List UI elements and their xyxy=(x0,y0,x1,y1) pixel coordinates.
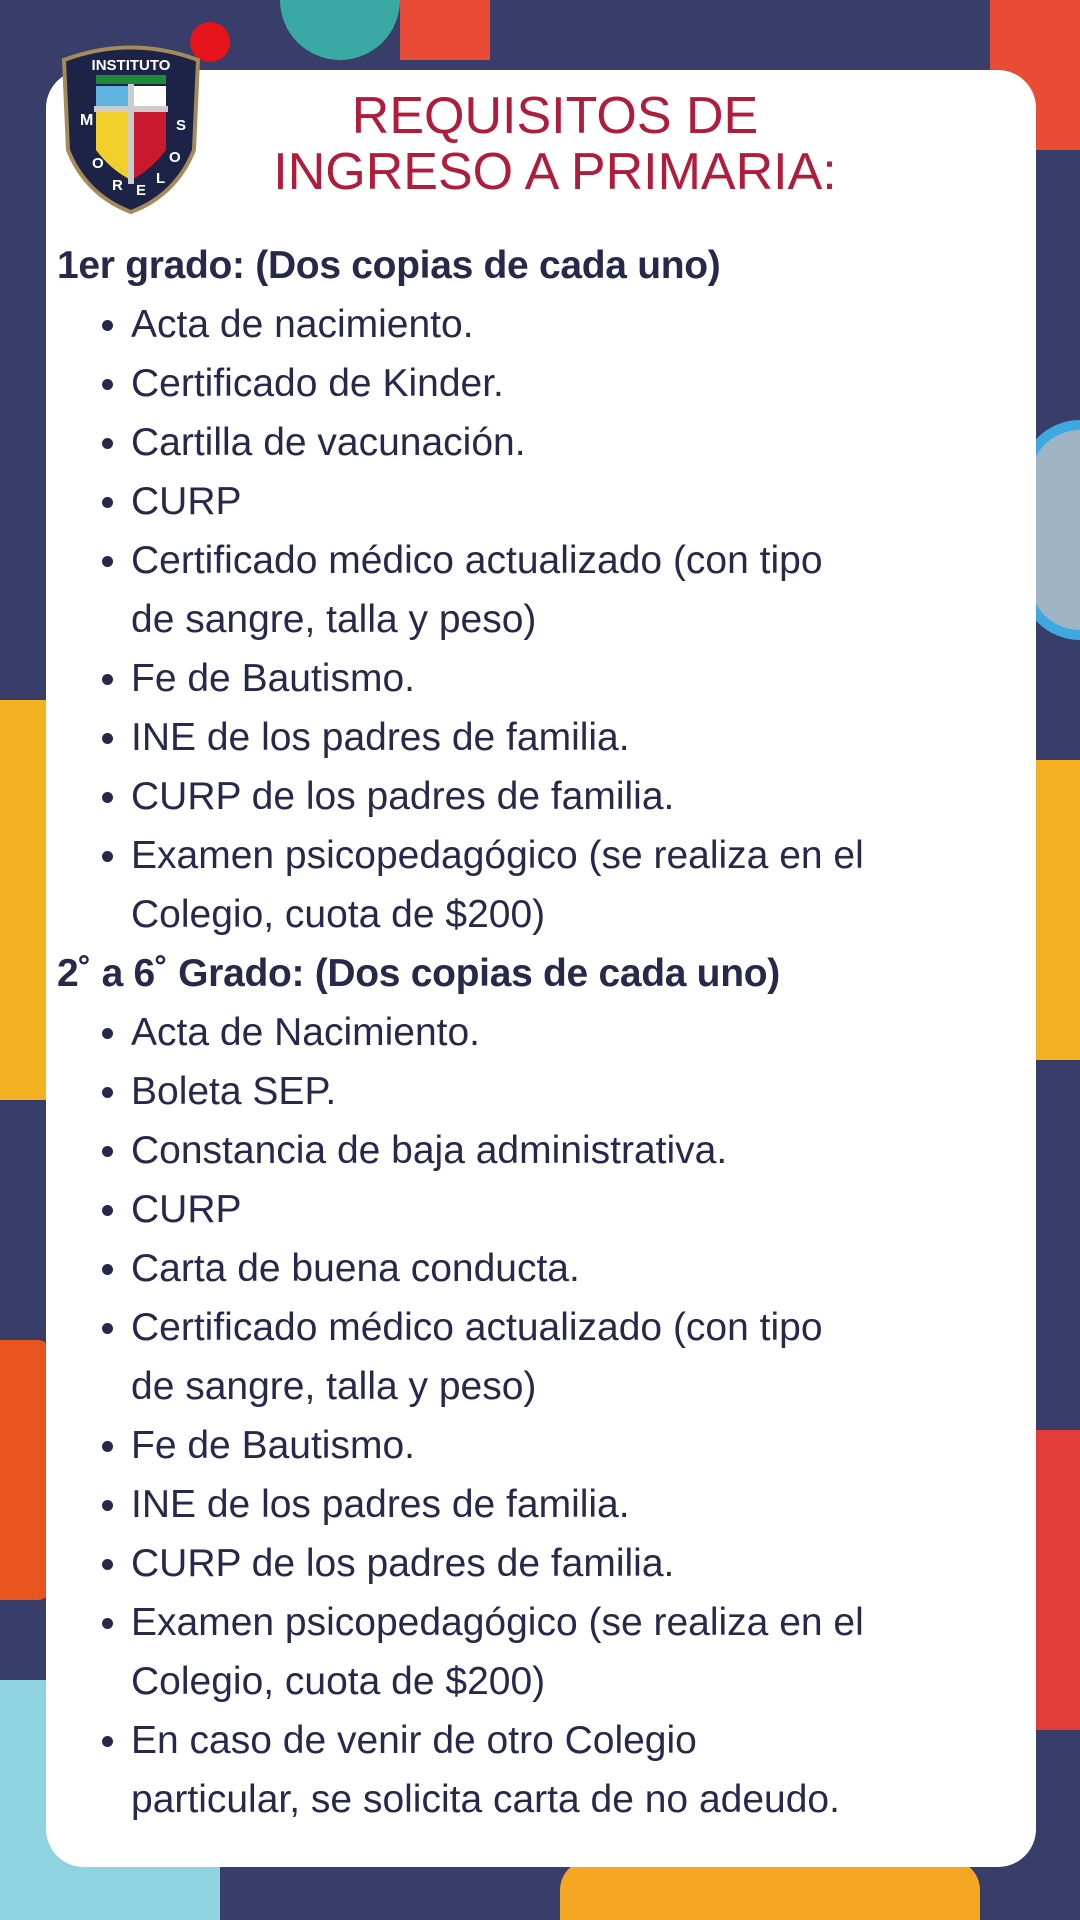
list-item: CURP de los padres de familia. xyxy=(57,767,1027,826)
svg-text:S: S xyxy=(176,117,187,134)
section-heading-first-grade: 1er grado: (Dos copias de cada uno) xyxy=(57,244,721,287)
decor-bottom-shapes xyxy=(560,1860,980,1920)
list-item: Certificado médico actualizado (con tipo de sangre, talla y peso) xyxy=(57,1298,1027,1416)
list-item: Fe de Bautismo. xyxy=(57,649,1027,708)
decor-yellow-strip xyxy=(1030,760,1080,1060)
section-heading-second-to-sixth-grade: 2˚ a 6˚ Grado: (Dos copias de cada uno) xyxy=(57,952,780,995)
list-item: INE de los padres de familia. xyxy=(57,708,1027,767)
svg-text:E: E xyxy=(136,182,147,199)
decor-pencil xyxy=(400,0,490,60)
second-to-sixth-grade-requirements-list xyxy=(57,1003,1027,1829)
list-item: CURP xyxy=(57,1180,1027,1239)
list-item: Fe de Bautismo. xyxy=(57,1416,1027,1475)
list-item: Boleta SEP. xyxy=(57,1062,1027,1121)
page-title: REQUISITOS DE INGRESO A PRIMARIA: xyxy=(273,87,837,201)
list-item: En caso de venir de otro Colegio particular, se solicita carta de no adeudo. xyxy=(57,1711,1027,1829)
svg-text:O: O xyxy=(92,155,104,172)
list-item: Carta de buena conducta. xyxy=(57,1239,1027,1298)
svg-text:INSTITUTO: INSTITUTO xyxy=(91,57,171,74)
list-item: Certificado de Kinder. xyxy=(57,354,1027,413)
list-item: Acta de Nacimiento. xyxy=(57,1003,1027,1062)
decor-calculator xyxy=(0,1340,50,1600)
first-grade-requirements-list xyxy=(57,295,1027,944)
list-item: CURP xyxy=(57,472,1027,531)
list-item: Certificado médico actualizado (con tipo de sangre, talla y peso) xyxy=(57,531,1027,649)
decor-teal-shape xyxy=(280,0,400,60)
list-item: INE de los padres de familia. xyxy=(57,1475,1027,1534)
list-item: Constancia de baja administrativa. xyxy=(57,1121,1027,1180)
svg-text:L: L xyxy=(156,170,166,187)
list-item: Acta de nacimiento. xyxy=(57,295,1027,354)
list-item: Examen psicopedagógico (se realiza en el Colegio, cuota de $200) xyxy=(57,1593,1027,1711)
svg-text:M: M xyxy=(80,112,94,129)
institute-logo-crest xyxy=(56,40,206,215)
list-item: Examen psicopedagógico (se realiza en el Colegio, cuota de $200) xyxy=(57,826,1027,944)
svg-text:R: R xyxy=(112,177,123,194)
list-item: Cartilla de vacunación. xyxy=(57,413,1027,472)
svg-text:O: O xyxy=(169,149,181,166)
decor-red-right xyxy=(1030,1430,1080,1730)
decor-ruler xyxy=(0,700,50,1100)
list-item: CURP de los padres de familia. xyxy=(57,1534,1027,1593)
requirements-content xyxy=(57,236,1027,1829)
